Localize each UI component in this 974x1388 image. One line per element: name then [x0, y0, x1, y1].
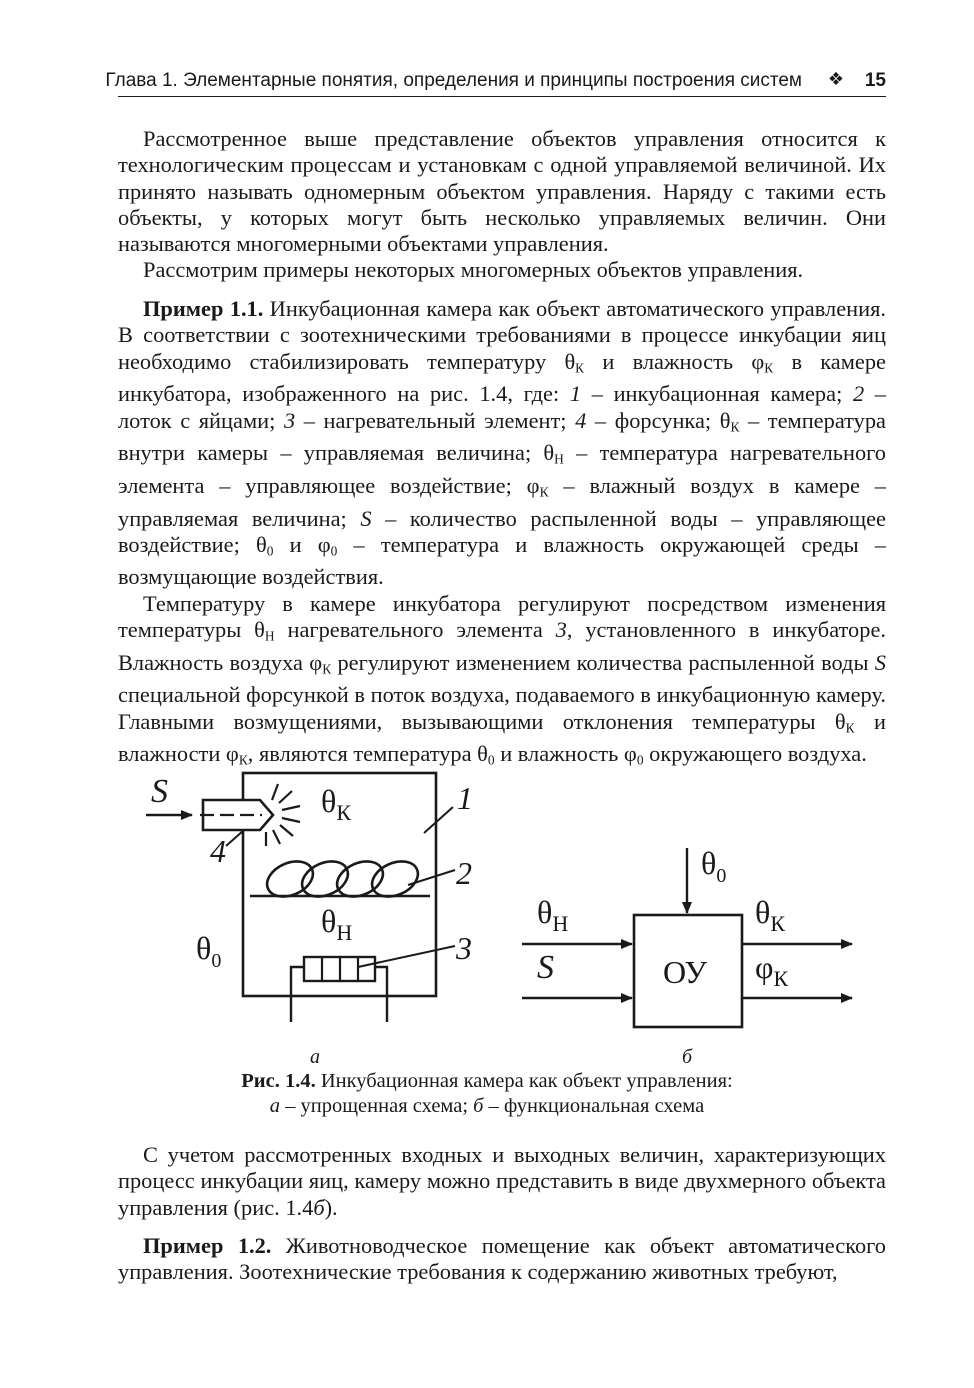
figure-1-4: [0, 760, 974, 1070]
label-b-theta-k: $\theta_К$: [755, 894, 786, 936]
example-2-label: Пример 1.2.: [143, 1233, 272, 1258]
example-1-block: [118, 296, 886, 774]
label-2: 2: [456, 855, 472, 891]
example-2-block: [118, 1233, 886, 1286]
caption-line-2: а – упрощенная схема; б – функциональная схема: [269, 1095, 705, 1117]
label-b-theta-h: $\theta_Н$: [537, 894, 569, 936]
caption-line-1: Рис. 1.4. Инкубационная камера как объект управления:: [241, 1070, 733, 1092]
label-theta-0: $\theta_0$: [196, 930, 222, 972]
panel-label-a: а: [310, 1046, 320, 1068]
figure-a-simplified-scheme: [146, 773, 455, 1022]
label-b-phi-k: $\varphi_К$: [755, 949, 789, 991]
paragraph-5: С учетом рассмотренных входных и выходных величин, характеризующих процесс инкубации яиц, камеру можно представить в виде двухмерного объекта управления (рис. 1.4б).: [118, 1142, 886, 1220]
label-b-theta-0: $\theta_0$: [701, 845, 727, 887]
leader-1: [424, 807, 453, 833]
panel-label-b: б: [682, 1046, 693, 1068]
label-1: 1: [457, 780, 473, 816]
text-block-1: [118, 126, 886, 284]
paragraph-2: Рассмотрим примеры некоторых многомерных объектов управления.: [143, 257, 804, 283]
label-4: 4: [210, 833, 226, 869]
label-theta-h: $\theta_Н$: [321, 903, 353, 945]
text-block-3: [118, 1142, 886, 1221]
figure-b-labels: [537, 845, 788, 1068]
label-3: 3: [456, 930, 472, 966]
example-2-paragraph: Пример 1.2. Животноводческое помещение как объект автоматического управления. Зоотехнические требования к содержанию животных требуют,: [118, 1233, 886, 1285]
paragraph-1: Рассмотренное выше представление объектов управления относится к технологическим процессам и установкам с одной управляемой величиной. Их принято называть одномерным объектом управления. Наряду с такими есть объекты, у которых могут быть несколько управляемых величин. Они называются многомерными объектами управления.: [118, 126, 886, 257]
label-s: S: [151, 773, 168, 810]
page-number: 15: [864, 70, 886, 91]
chapter-title: Глава 1. Элементарные понятия, определения и принципы построения систем: [105, 70, 802, 91]
block-label-ou: ОУ: [663, 954, 707, 990]
leader-4: [226, 830, 244, 846]
running-header: [105, 68, 886, 97]
leader-2: [408, 870, 455, 885]
figure-caption: [0, 1069, 974, 1119]
example-1-paragraph: Пример 1.1. Инкубационная камера как объект автоматического управления. В соответствии с зоотехническими требованиями в процессе инкубации яиц необходимо стабилизировать температуру $\theta_К$ и влажность $\varphi_К$ в камере инкубатора, изображенного на рис. 1.4, где: 1 – инкубационная камера; 2 – лоток с яйцами; 3 – нагревательный элемент; 4 – форсунка; $\theta_К$ – температура внутри камеры – управляемая величина; $\theta_Н$ – температура нагревательного элемента – управляющее воздействие; $\varphi_К$ – влажный воздух в камере – управляемая величина; S – количество распыленной воды – управляющее воздействие; $\theta_0$ и $\varphi_0$ – температура и влажность окружающей среды – возмущающие воздействия.: [118, 296, 887, 590]
figure-b-functional-scheme: [522, 848, 852, 1027]
label-theta-k: $\theta_К$: [321, 783, 352, 825]
label-b-s: S: [537, 949, 554, 986]
example-1-label: Пример 1.1.: [143, 296, 264, 321]
figure-a-labels: [151, 773, 473, 1068]
diamond-ornament-icon: ❖: [827, 69, 844, 89]
paragraph-4: Температуру в камере инкубатора регулируют посредством изменения температуры $\theta_Н$ нагревательного элемента 3, установленного в инкубаторе. Влажность воздуха $\varphi_К$ регулируют изменением количества распыленной воды S специальной форсункой в поток воздуха, подаваемого в инкубационную камеру. Главными возмущениями, вызывающими отклонения температуры $\theta_К$ и влажности $\varphi_К$, являются температура $\theta_0$ и влажность $\varphi_0$ окружающего воздуха.: [118, 590, 886, 768]
